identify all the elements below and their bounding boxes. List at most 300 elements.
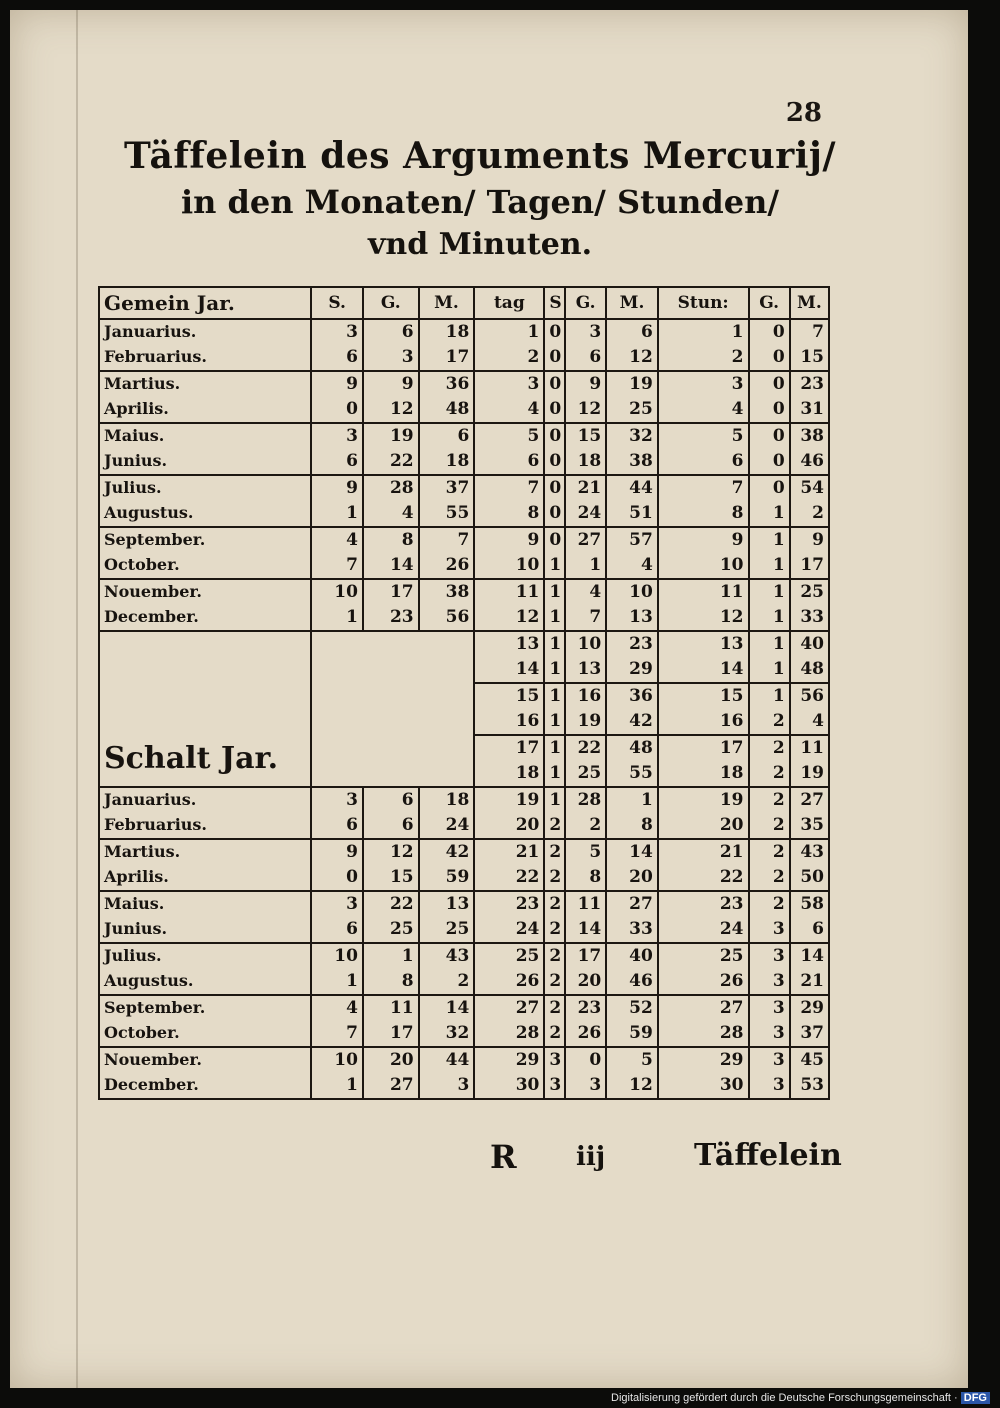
table-body [99,319,829,1099]
table-value: 12 [389,842,414,862]
table-value: 55 [629,763,653,783]
table-value: 28 [389,478,414,498]
table-value: 4 [401,503,414,523]
value-cell [474,1047,544,1099]
table-value: 0 [589,1050,602,1070]
table-value: 30 [719,1075,744,1095]
table-value: 56 [445,607,470,627]
value-cell [419,995,475,1047]
table-value: 24 [719,919,744,939]
table-value: 3 [731,374,744,394]
value-cell [749,735,790,787]
table-value: 14 [719,659,744,679]
table-value: 20 [389,1050,414,1070]
table-value: 57 [629,530,653,550]
table-value: 32 [629,426,653,446]
table-value: 6 [346,451,358,471]
table-value: 14 [389,555,414,575]
table-value: 1 [527,322,540,342]
title-line-1: Täffelein des Arguments Mercurij/ [123,135,837,177]
table-value: 18 [445,451,470,471]
table-value: 38 [629,451,653,471]
column-header: G. [749,287,790,319]
table-value: 11 [800,738,824,758]
table-value: 18 [577,451,602,471]
value-cell [565,891,606,943]
table-value: 0 [772,322,785,342]
month-name: Februarius. [104,815,207,834]
book-page [10,10,968,1388]
value-cell [363,319,419,371]
table-value: 40 [800,634,824,654]
value-cell [474,839,544,891]
table-value: 29 [800,998,824,1018]
table-value: 28 [515,1023,540,1043]
table-value: 21 [577,478,602,498]
table-value: 1 [549,790,562,810]
value-cell [474,787,544,839]
table-row [99,423,829,475]
value-cell [565,943,606,995]
value-cell [363,995,419,1047]
value-cell [749,891,790,943]
table-value: 7 [346,1023,358,1043]
value-cell [419,943,475,995]
table-value: 16 [719,711,744,731]
table-header-row [99,287,829,319]
table-row [99,475,829,527]
table-value: 2 [549,815,562,835]
value-cell [606,1047,658,1099]
value-cell [544,943,565,995]
table-value: 2 [772,815,785,835]
value-cell [658,735,749,787]
table-value: 7 [527,478,540,498]
value-cell [606,943,658,995]
value-cell [749,319,790,371]
value-cell [790,891,829,943]
month-name: Junius. [104,451,168,470]
column-header: S. [311,287,363,319]
table-value: 4 [640,555,653,575]
value-cell [749,579,790,631]
table-value: 15 [577,426,602,446]
value-cell [606,423,658,475]
table-row [99,1047,829,1099]
table-value: 28 [719,1023,744,1043]
table-value: 1 [346,971,358,991]
table-value: 29 [629,659,653,679]
value-cell [544,475,565,527]
table-value: 9 [401,374,414,394]
value-cell [474,527,544,579]
value-cell [474,319,544,371]
table-value: 3 [346,790,358,810]
table-value: 0 [549,374,562,394]
table-value: 13 [445,894,470,914]
table-value: 46 [800,451,824,471]
value-cell [790,475,829,527]
table-value: 24 [515,919,540,939]
signature-number: iij [576,1142,606,1172]
table-value: 0 [772,426,785,446]
table-value: 3 [457,1075,470,1095]
value-cell [565,631,606,683]
table-value: 5 [527,426,540,446]
dfg-logo: DFG [961,1392,990,1404]
value-cell [474,891,544,943]
table-value: 56 [800,686,824,706]
table-value: 8 [401,971,414,991]
table-value: 0 [772,374,785,394]
table-value: 14 [577,919,602,939]
table-value: 33 [629,919,653,939]
table-value: 2 [549,894,562,914]
table-value: 17 [577,946,602,966]
table-row [99,787,829,839]
value-cell [606,683,658,735]
table-value: 52 [629,998,653,1018]
month-name: Maius. [104,426,165,445]
value-cell [311,475,363,527]
table-value: 13 [577,659,602,679]
table-value: 59 [445,867,470,887]
table-value: 20 [515,815,540,835]
table-value: 1 [346,607,358,627]
table-value: 3 [346,322,358,342]
table-value: 30 [515,1075,540,1095]
value-cell [606,319,658,371]
table-value: 8 [589,867,602,887]
value-cell [658,1047,749,1099]
table-value: 25 [800,582,824,602]
column-header: G. [565,287,606,319]
table-value: 16 [515,711,540,731]
table-value: 3 [772,1075,785,1095]
table-value: 2 [772,894,785,914]
signature-mark: R [490,1138,517,1176]
table-value: 4 [731,399,744,419]
table-value: 23 [515,894,540,914]
table-value: 18 [719,763,744,783]
table-value: 6 [401,322,414,342]
table-value: 31 [800,399,824,419]
table-value: 17 [800,555,824,575]
table-value: 9 [346,374,358,394]
value-cell [311,995,363,1047]
table-value: 11 [719,582,744,602]
table-value: 12 [389,399,414,419]
value-cell [363,371,419,423]
month-name: Aprilis. [104,867,169,886]
table-value: 1 [731,322,744,342]
table-value: 12 [719,607,744,627]
table-value: 19 [719,790,744,810]
value-cell [363,787,419,839]
table-value: 22 [389,451,414,471]
table-value: 12 [577,399,602,419]
title-line-2: in den Monaten/ Tagen/ Stunden/ [180,183,780,221]
value-cell [474,579,544,631]
table-value: 23 [800,374,824,394]
table-value: 9 [346,478,358,498]
value-cell [363,943,419,995]
value-cell [658,371,749,423]
table-value: 6 [346,347,358,367]
table-value: 9 [812,530,824,550]
table-value: 6 [457,426,470,446]
value-cell [790,787,829,839]
value-cell [311,787,363,839]
table-value: 29 [515,1050,540,1070]
month-name: Maius. [104,894,165,913]
value-cell [419,475,475,527]
table-value: 3 [346,426,358,446]
month-name: Januarius. [104,790,197,809]
value-cell [658,839,749,891]
value-cell [565,683,606,735]
table-value: 17 [445,347,470,367]
table-value: 8 [640,815,653,835]
table-value: 19 [800,763,824,783]
value-cell [474,371,544,423]
table-value: 3 [772,946,785,966]
value-cell [474,943,544,995]
table-value: 23 [389,607,414,627]
value-cell [363,423,419,475]
month-name: September. [104,998,206,1017]
month-name: Augustus. [104,503,194,522]
value-cell [749,371,790,423]
value-cell [565,319,606,371]
table-value: 3 [549,1050,562,1070]
value-cell [363,1047,419,1099]
catchword: Täffelein [694,1138,842,1173]
column-header: M. [606,287,658,319]
table-value: 10 [719,555,744,575]
table-value: 2 [772,711,785,731]
table-value: 2 [772,763,785,783]
table-value: 44 [629,478,653,498]
table-value: 1 [772,503,785,523]
table-value: 59 [629,1023,653,1043]
table-value: 2 [772,738,785,758]
table-value: 21 [719,842,744,862]
table-value: 7 [346,555,358,575]
table-value: 2 [549,1023,562,1043]
table-value: 0 [549,347,562,367]
month-name: Januarius. [104,322,197,341]
table-value: 14 [629,842,653,862]
value-cell [790,943,829,995]
value-cell [606,891,658,943]
table-value: 2 [549,867,562,887]
value-cell [311,423,363,475]
table-value: 27 [515,998,540,1018]
table-value: 17 [515,738,540,758]
value-cell [474,423,544,475]
value-cell [658,683,749,735]
table-value: 15 [800,347,824,367]
value-cell [658,527,749,579]
table-value: 20 [719,815,744,835]
table-value: 22 [515,867,540,887]
value-cell [544,683,565,735]
table-value: 21 [515,842,540,862]
table-value: 23 [577,998,602,1018]
table-value: 10 [577,634,602,654]
table-value: 20 [629,867,653,887]
table-value: 1 [549,763,562,783]
value-cell [419,1047,475,1099]
month-cell [99,475,311,527]
value-cell [311,527,363,579]
table-value: 1 [640,790,653,810]
value-cell [606,371,658,423]
table-value: 11 [515,582,540,602]
column-header: Stun: [658,287,749,319]
value-cell [658,631,749,683]
table-value: 1 [549,634,562,654]
table-value: 4 [346,530,358,550]
table-value: 6 [346,919,358,939]
value-cell [544,735,565,787]
table-value: 2 [549,946,562,966]
table-value: 1 [772,582,785,602]
month-cell [99,1047,311,1099]
table-value: 27 [629,894,653,914]
table-value: 15 [515,686,540,706]
table-value: 18 [445,322,470,342]
table-value: 14 [515,659,540,679]
table-value: 10 [334,1050,358,1070]
value-cell [419,371,475,423]
table-value: 21 [800,971,824,991]
table-value: 15 [719,686,744,706]
table-value: 8 [731,503,744,523]
table-row [99,579,829,631]
value-cell [658,423,749,475]
value-cell [544,319,565,371]
table-value: 37 [445,478,470,498]
table-value: 0 [549,451,562,471]
table-value: 0 [346,399,358,419]
table-value: 10 [334,946,358,966]
value-cell [311,319,363,371]
table-value: 0 [549,322,562,342]
table-value: 16 [577,686,602,706]
table-row [99,839,829,891]
page-title [100,132,860,266]
value-cell [363,527,419,579]
column-header: M. [419,287,475,319]
table-value: 19 [515,790,540,810]
month-cell [99,787,311,839]
table-value: 2 [772,867,785,887]
value-cell [749,631,790,683]
table-value: 5 [589,842,602,862]
table-value: 22 [389,894,414,914]
table-value: 23 [629,634,653,654]
table-value: 1 [549,582,562,602]
month-name: December. [104,607,199,626]
table-value: 10 [629,582,653,602]
table-value: 48 [800,659,824,679]
table-value: 37 [800,1023,824,1043]
table-value: 14 [445,998,470,1018]
table-row [99,995,829,1047]
table-value: 18 [445,790,470,810]
value-cell [311,943,363,995]
table-value: 27 [719,998,744,1018]
value-cell [658,319,749,371]
table-value: 0 [772,347,785,367]
table-value: 23 [719,894,744,914]
value-cell [790,839,829,891]
value-cell [419,423,475,475]
value-cell [606,631,658,683]
value-cell [565,371,606,423]
value-cell [544,839,565,891]
table-value: 45 [800,1050,824,1070]
table-value: 0 [346,867,358,887]
value-cell [749,839,790,891]
value-cell [749,683,790,735]
month-cell [99,995,311,1047]
table-value: 0 [772,451,785,471]
table [98,286,830,1100]
value-cell [419,787,475,839]
value-cell [565,995,606,1047]
table-value: 0 [549,478,562,498]
table-value: 6 [640,322,653,342]
table-value: 18 [515,763,540,783]
month-name: Nouember. [104,1050,202,1069]
table-value: 54 [800,478,824,498]
table-value: 1 [772,555,785,575]
table-value: 19 [389,426,414,446]
value-cell [749,943,790,995]
table-value: 0 [549,503,562,523]
value-cell [790,631,829,683]
table-value: 0 [549,399,562,419]
month-cell [99,371,311,423]
month-name: Junius. [104,919,168,938]
value-cell [474,735,544,787]
month-cell [99,943,311,995]
table-value: 15 [389,867,414,887]
value-cell [565,527,606,579]
table-row [99,943,829,995]
table-value: 6 [731,451,744,471]
table-value: 1 [772,607,785,627]
table-value: 10 [515,555,540,575]
table-value: 7 [589,607,602,627]
table-value: 11 [389,998,414,1018]
title-line-3: vnd Minuten. [367,227,593,262]
value-cell [790,995,829,1047]
table-value: 29 [719,1050,744,1070]
table-value: 38 [445,582,470,602]
table-value: 3 [772,1023,785,1043]
month-name: Julius. [104,478,162,497]
mercury-argument-table [98,286,830,1100]
page-gutter [76,10,78,1388]
value-cell [565,423,606,475]
table-value: 40 [629,946,653,966]
value-cell [419,527,475,579]
table-value: 36 [445,374,470,394]
